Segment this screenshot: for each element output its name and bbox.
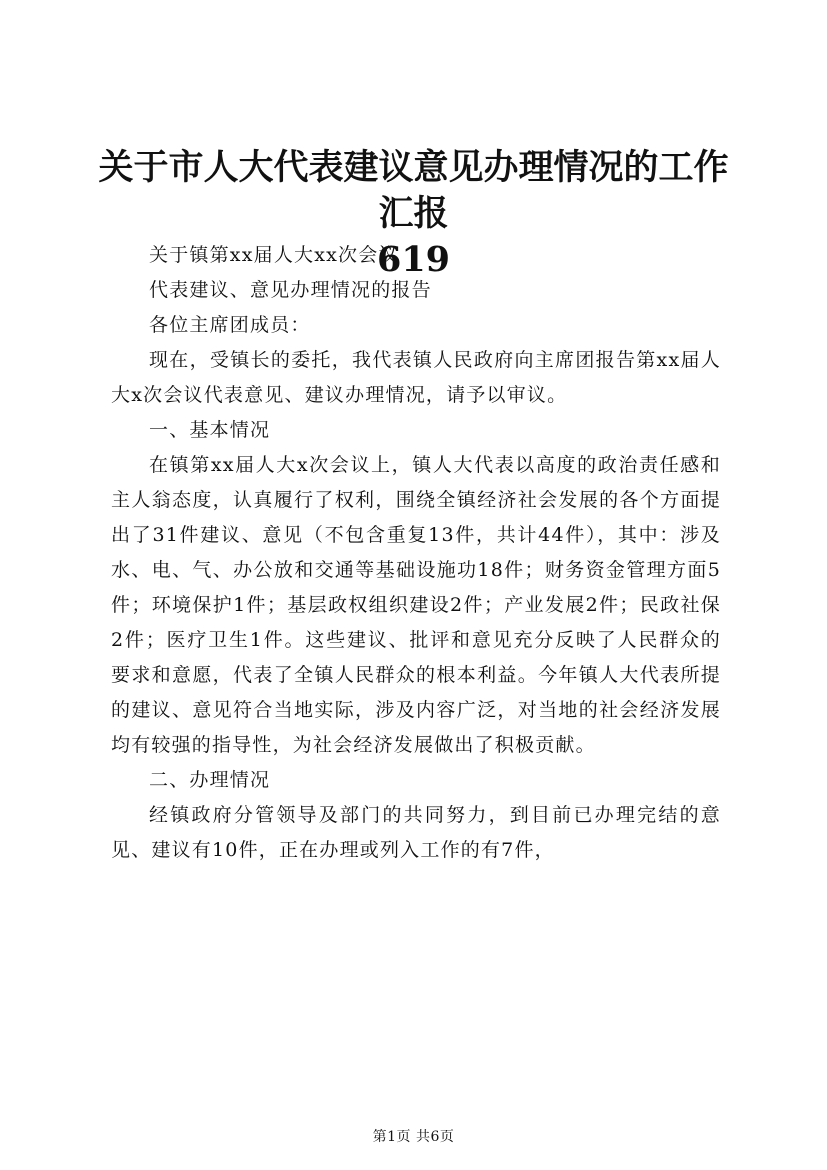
page-footer: 第1页 共6页	[372, 1129, 455, 1145]
paragraph-salutation: 各位主席团成员：	[149, 314, 311, 336]
title-line-2: 619	[376, 239, 451, 280]
paragraph-intro: 现在，受镇长的委托，我代表镇人民政府向主席团报告第xx届人大x次会议代表意见、建议办理情况，请予以审议。	[111, 349, 721, 406]
title-line-1: 关于市人大代表建议意见办理情况的工作汇报	[98, 147, 729, 234]
document-body	[111, 238, 721, 868]
paragraph-basic-situation: 在镇第xx届人大x次会议上，镇人大代表以高度的政治责任感和主人翁态度，认真履行了权利，围绕全镇经济社会发展的各个方面提出了31件建议、意见（不包含重复13件，共计44件），其中：涉及水、电、气、办公放和交通等基础设施功18件；财务资金管理方面5件；环境保护1件；基层政权组织建设2件；产业发展2件；民政社保2件；医疗卫生1件。这些建议、批评和意见充分反映了人民群众的要求和意愿，代表了全镇人民群众的根本利益。今年镇人大代表所提的建议、意见符合当地实际，涉及内容广泛，对当地的社会经济发展均有较强的指导性，为社会经济发展做出了积极贡献。	[111, 454, 721, 756]
paragraph-heading-1: 关于镇第xx届人大xx次会议	[149, 244, 399, 266]
section-heading-basic: 一、基本情况	[149, 419, 271, 441]
paragraph-handling-situation: 经镇政府分管领导及部门的共同努力，到目前已办理完结的意见、建议有10件，正在办理或列入工作的有7件，	[111, 804, 721, 861]
section-heading-handling: 二、办理情况	[149, 769, 271, 791]
paragraph-heading-2: 代表建议、意见办理情况的报告	[149, 279, 432, 301]
